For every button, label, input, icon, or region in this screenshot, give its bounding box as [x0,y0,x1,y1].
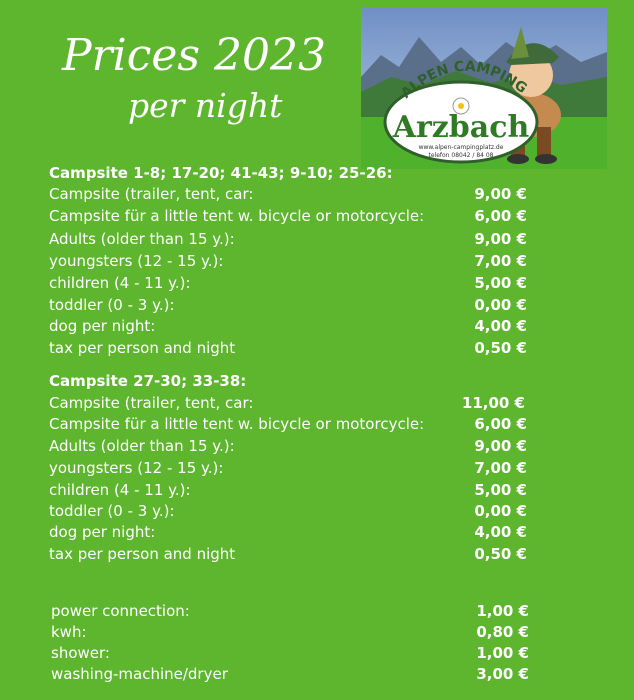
price-row: toddler (0 - 3 y.): 0,00 € [49,296,527,314]
section-heading: Campsite 1-8; 17-20; 41-43; 9-10; 25-26: [49,164,393,182]
price-row: Campsite (trailer, tent, car: 9,00 € [49,185,527,203]
extra-row: kwh: 0,80 € [51,623,529,641]
price-row: tax per person and night 0,50 € [49,339,527,357]
price-row: Campsite für a little tent w. bicycle or motorcycle: 6,00 € [49,415,527,433]
extra-row: shower: 1,00 € [51,644,529,662]
logo-name: Arzbach [392,110,530,145]
alpen-camping-arzbach-logo [361,7,607,169]
price-row: toddler (0 - 3 y.): 0,00 € [49,502,527,520]
logo-url: www.alpen-campingplatz.de [418,144,504,151]
price-row: children (4 - 11 y.): 5,00 € [49,481,527,499]
page-title: Prices 2023 [62,30,326,81]
price-row: youngsters (12 - 15 y.): 7,00 € [49,459,527,477]
extra-row: washing-machine/dryer 3,00 € [51,665,529,683]
price-row: youngsters (12 - 15 y.): 7,00 € [49,252,527,270]
logo-arc-text: ALPEN CAMPING [398,58,530,102]
price-row: Adults (older than 15 y.): 9,00 € [49,437,527,455]
price-row: Adults (older than 15 y.): 9,00 € [49,230,527,248]
price-row: children (4 - 11 y.): 5,00 € [49,274,527,292]
price-row: tax per person and night 0,50 € [49,545,527,563]
page-subtitle: per night [128,86,283,125]
extra-row: power connection: 1,00 € [51,602,529,620]
price-row: Campsite (trailer, tent, car: 11,00 € [49,394,525,412]
logo-phone: telefon 08042 / 84 08 [428,152,494,159]
price-row: dog per night: 4,00 € [49,523,527,541]
price-row: dog per night: 4,00 € [49,317,527,335]
price-row: Campsite für a little tent w. bicycle or motorcycle: 6,00 € [49,207,527,225]
section-heading: Campsite 27-30; 33-38: [49,372,247,390]
